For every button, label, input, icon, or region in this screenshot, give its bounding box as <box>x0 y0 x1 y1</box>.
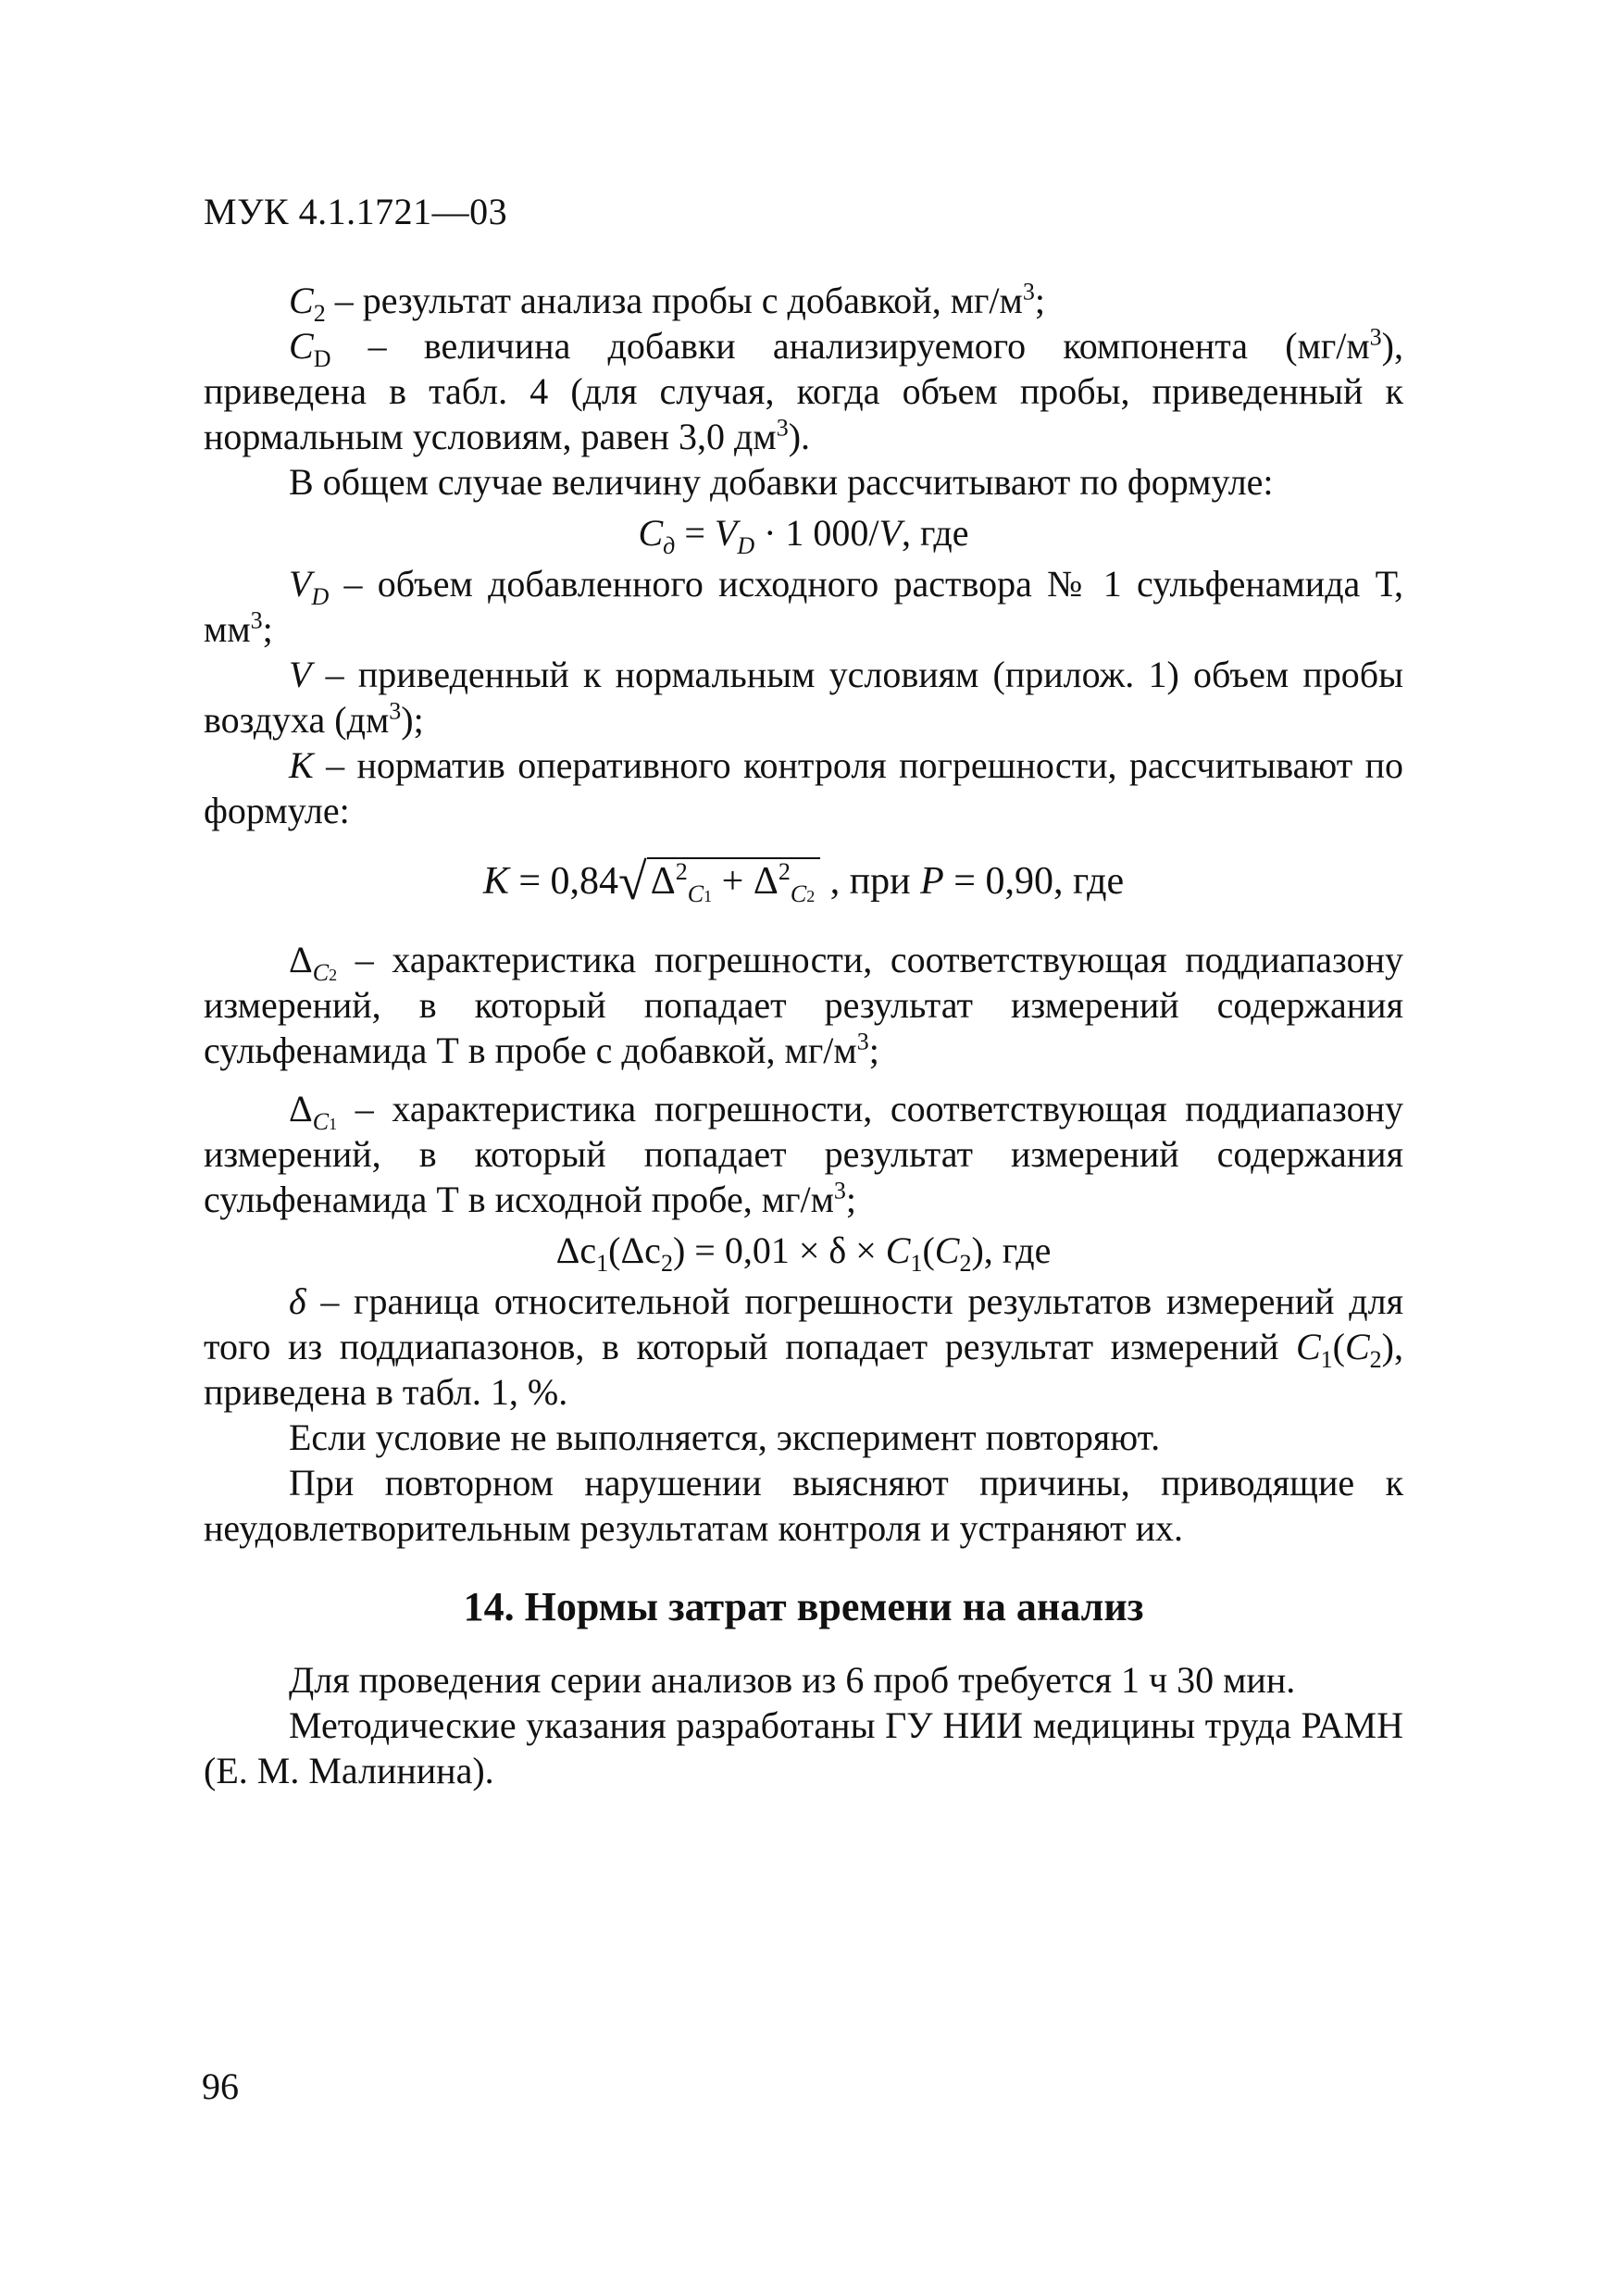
unit-sup: 3 <box>250 606 263 634</box>
document-code-header: МУК 4.1.1721—03 <box>204 191 508 232</box>
formula-sub: 1 <box>596 1250 609 1277</box>
formula-symbol: V <box>714 512 738 554</box>
punct: ; <box>1034 280 1045 321</box>
punct: ; <box>262 608 273 650</box>
formula-k <box>204 854 1403 911</box>
definition-c2 <box>204 278 1403 327</box>
symbol-dc2: Δ <box>289 939 313 980</box>
formula-sub: 1 <box>910 1250 923 1277</box>
document-body <box>204 278 1403 1793</box>
punct: ). <box>788 416 811 457</box>
repeat-violation-text: При повторном нарушении выясняют причины, приводящие к неудовлетворительным результатам контроля и устраняют их. <box>204 1462 1403 1549</box>
symbol-k: K <box>289 744 314 786</box>
formula-sub: C <box>687 880 704 908</box>
page-number: 96 <box>202 2065 239 2107</box>
definition-dc2 <box>204 937 1403 1073</box>
formula-text: ) = 0,01 × δ × <box>672 1229 886 1271</box>
formula-symbol: Δ <box>650 860 676 903</box>
definition-k-text: – норматив оперативного контроля погрешности, рассчитывают по формуле: <box>204 744 1403 831</box>
definition-k <box>204 742 1403 833</box>
formula-text: Δc <box>555 1229 597 1271</box>
formula-symbol: C <box>934 1229 960 1271</box>
definition-cd-text: – величина добавки анализируемого компонента (мг/м <box>330 325 1370 367</box>
definition-delta <box>204 1279 1403 1415</box>
formula-text: · 1 000/ <box>754 512 879 554</box>
formula-sub: C <box>790 880 807 908</box>
definition-cd <box>204 323 1403 459</box>
symbol-dc2-subsub: 2 <box>329 966 338 984</box>
punct: ); <box>401 699 424 741</box>
formula-text: , при <box>820 860 921 903</box>
formula-symbol: V <box>878 512 902 554</box>
formula-op: = <box>675 512 715 554</box>
definition-v-text: – приведенный к нормальным условиям (прилож. 1) объем пробы воздуха (дм <box>204 654 1403 741</box>
unit-sup: 3 <box>776 414 789 442</box>
symbol-v: V <box>289 654 312 695</box>
symbol-cd: C <box>289 325 314 367</box>
formula-sup: 2 <box>778 858 791 885</box>
formula-text: = 0,90, где <box>943 860 1125 903</box>
formula-sub: D <box>737 532 755 559</box>
symbol-dc2-sub: C <box>312 959 330 986</box>
definition-cd-text-2: ), приведена в табл. 4 (для случая, когда объем пробы, приведенный к нормальным условиям, равен 3,0 дм <box>204 325 1403 457</box>
section-heading: 14. Нормы затрат времени на анализ <box>463 1584 1144 1629</box>
formula-sub: 2 <box>959 1250 972 1277</box>
formula-sub: 2 <box>660 1250 673 1277</box>
formula-text: ), где <box>971 1229 1052 1271</box>
definition-c2-text: – результат анализа пробы с добавкой, мг/м <box>325 280 1023 321</box>
formula-sup: 2 <box>675 858 688 885</box>
formula-symbol: C <box>638 512 664 554</box>
symbol-delta: δ <box>289 1280 306 1322</box>
formula-symbol: C <box>1295 1326 1321 1367</box>
time-norm-text: Для проведения серии анализов из 6 проб требуется 1 ч 30 мин. <box>289 1659 1296 1701</box>
formula-sub: д <box>663 532 676 559</box>
symbol-dc1-subsub: 1 <box>329 1115 338 1133</box>
general-case-text: В общем случае величину добавки рассчитывают по формуле: <box>289 461 1274 503</box>
unit-sup: 3 <box>1022 278 1035 306</box>
formula-text: ( <box>1332 1326 1345 1367</box>
definition-vd-text: – объем добавленного исходного раствора № 1 сульфенамида Т, мм <box>204 563 1403 650</box>
unit-sup: 3 <box>856 1028 869 1055</box>
formula-text: = 0,84 <box>508 860 619 903</box>
sqrt-content <box>647 857 820 908</box>
definition-dc1-text: – характеристика погрешности, соответствующая поддиапазону измерений, в который попадает результат измерений содержания сульфенамида Т в исходной пробе, мг/м <box>204 1088 1403 1220</box>
formula-symbol: C <box>885 1229 911 1271</box>
authors-text: Методические указания разработаны ГУ НИИ медицины труда РАМН (Е. М. Малинина). <box>204 1704 1403 1791</box>
formula-symbol: Δ <box>753 860 779 903</box>
unit-sup: 3 <box>389 697 402 725</box>
formula-symbol: C <box>1344 1326 1370 1367</box>
formula-symbol: P <box>920 860 944 903</box>
formula-text: ( <box>922 1229 935 1271</box>
symbol-dc1-sub: C <box>312 1108 330 1135</box>
definition-delta-text-2: ), приведена в табл. 1, %. <box>204 1326 1403 1413</box>
symbol-c2: C <box>289 280 314 321</box>
punct: ; <box>845 1179 857 1220</box>
punct: ; <box>868 1029 879 1071</box>
definition-dc2-text: – характеристика погрешности, соответствующая поддиапазону измерений, в который попадает результат измерений содержания сульфенамида Т в пробе с добавкой, мг/м <box>204 939 1403 1071</box>
sqrt-sign: √ <box>618 854 647 911</box>
symbol-vd-sub: D <box>311 583 330 610</box>
formula-op: + <box>712 860 754 903</box>
definition-dc1 <box>204 1086 1403 1222</box>
symbol-c2-sub: 2 <box>313 300 326 327</box>
formula-subsub: 1 <box>704 887 713 906</box>
symbol-cd-sub: D <box>313 345 331 372</box>
formula-delta <box>204 1228 1403 1277</box>
definition-v <box>204 652 1403 742</box>
condition-fail-text: Если условие не выполняется, эксперимент повторяют. <box>289 1416 1161 1458</box>
formula-text: (Δc <box>608 1229 661 1271</box>
formula-sub: 2 <box>1369 1346 1382 1373</box>
formula-symbol: K <box>482 860 509 903</box>
definition-vd <box>204 561 1403 652</box>
formula-text: , где <box>901 512 969 554</box>
unit-sup: 3 <box>1369 323 1382 351</box>
symbol-vd: V <box>289 563 312 605</box>
definition-delta-text: – граница относительной погрешности результатов измерений для того из поддиапазонов, в который попадает результат измерений <box>204 1280 1403 1367</box>
formula-additive <box>204 510 1403 559</box>
unit-sup: 3 <box>833 1177 846 1204</box>
symbol-dc1: Δ <box>289 1088 313 1129</box>
formula-subsub: 2 <box>806 887 816 906</box>
formula-sub: 1 <box>1320 1346 1333 1373</box>
